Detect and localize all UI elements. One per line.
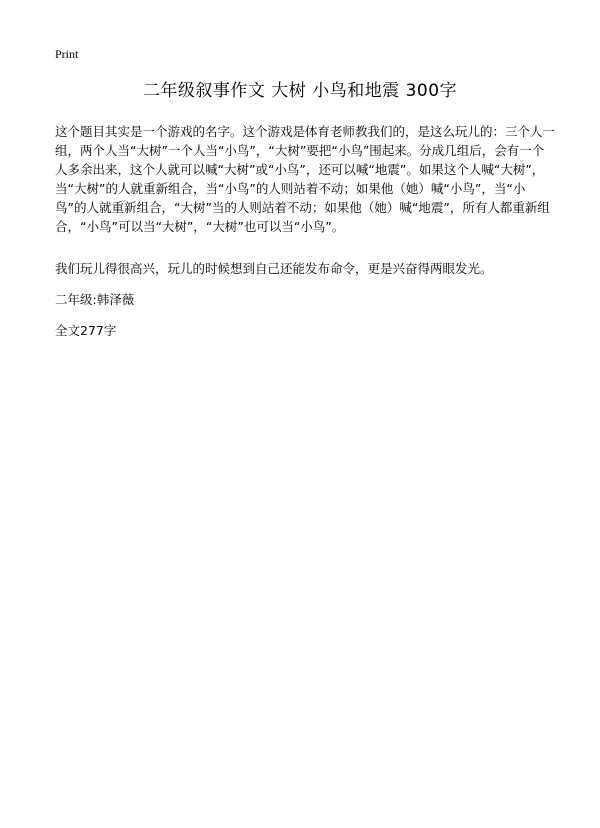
article-paragraph-1: 这个题目其实是一个游戏的名字。这个游戏是体育老师教我们的，是这么玩儿的：三个人一组，两个人当“大树”一个人当“小鸟”，“大树”要把“小鸟”围起来。分成几组后，会有一个人多余出来，这个人就可以喊“大树”或“小鸟”，还可以喊“地震”。如果这个人喊“大树”，当“大树”的人就重新组合，当“小鸟”的人则站着不动；如果他（她）喊“小鸟”，当“小鸟”的人就重新组合，“大树”当的人则站着不动；如果他（她）喊“地震”，所有人都重新组合，“小鸟”可以当“大树”，“大树”也可以当“小鸟”。 bbox=[55, 124, 556, 234]
word-count: 全文277字 bbox=[55, 323, 117, 338]
print-link[interactable]: Print bbox=[55, 47, 79, 61]
author-line: 二年级:韩泽薇 bbox=[55, 292, 135, 307]
page-title: 二年级叙事作文 大树 小鸟和地震 300字 bbox=[142, 81, 458, 101]
article-paragraph-2: 我们玩儿得很高兴，玩儿的时候想到自己还能发布命令，更是兴奋得两眼发光。 bbox=[55, 261, 493, 276]
